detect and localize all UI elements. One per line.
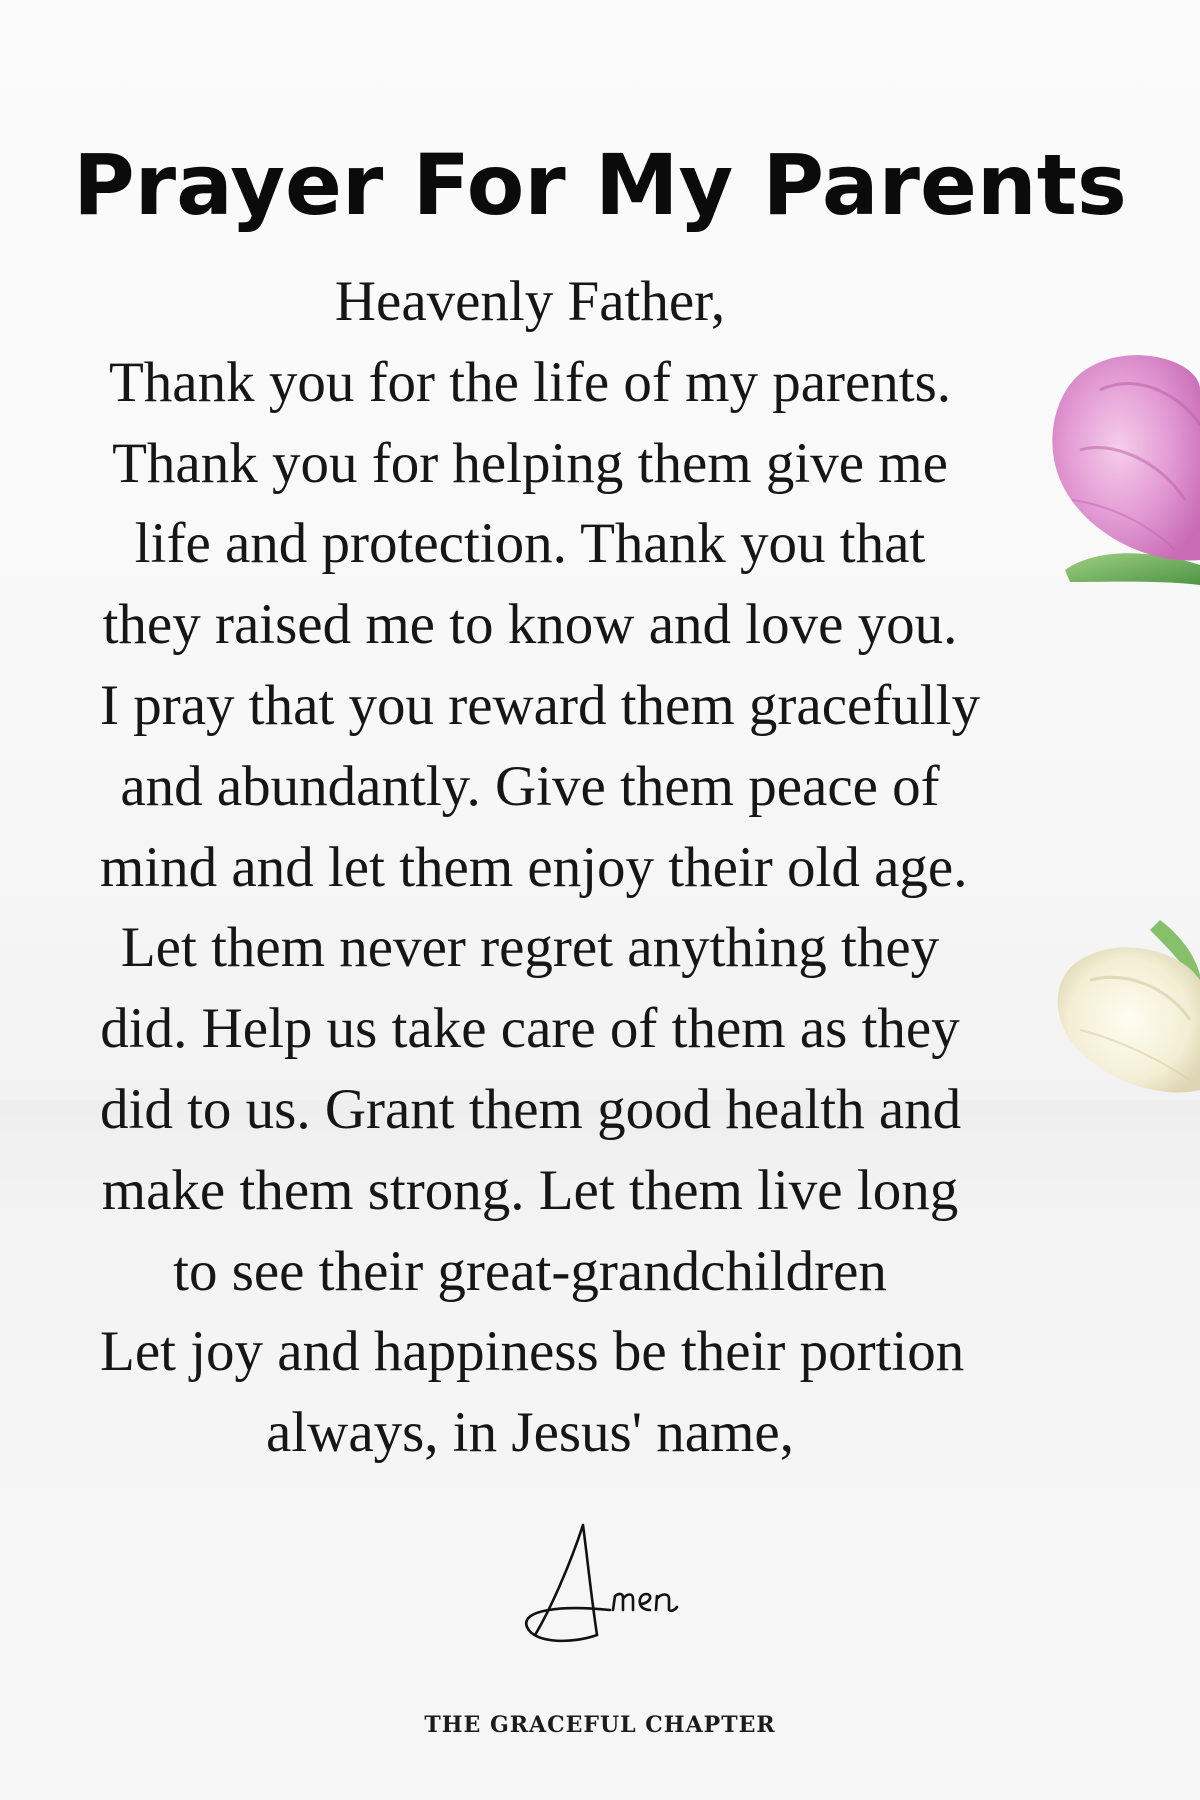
prayer-body — [100, 262, 980, 1474]
prayer-line: did. Help us take care of them as they — [100, 997, 960, 1061]
prayer-line: Let them never regret anything they — [120, 916, 940, 980]
prayer-line: Let joy and happiness be their portion — [100, 1320, 965, 1384]
brand-footer: THE GRACEFUL CHAPTER — [424, 1712, 776, 1738]
prayer-line: mind and let them enjoy their old age. — [100, 835, 968, 899]
prayer-line: to see their great-grandchildren — [173, 1239, 887, 1303]
amen-signature — [505, 1515, 725, 1655]
prayer-line: Thank you for the life of my parents. — [108, 350, 952, 414]
prayer-line: I pray that you reward them gracefully — [100, 673, 980, 737]
amen-script-image — [505, 1515, 725, 1655]
prayer-line: make them strong. Let them live long — [101, 1158, 959, 1222]
pink-tulip-image — [1010, 330, 1200, 630]
prayer-line: they raised me to know and love you. — [102, 593, 958, 657]
prayer-line: always, in Jesus' name, — [266, 1401, 794, 1465]
white-tulip-image — [1040, 920, 1200, 1100]
prayer-line: Heavenly Father, — [334, 270, 726, 333]
prayer-line: did to us. Grant them good health and — [100, 1077, 962, 1141]
prayer-line: and abundantly. Give them peace of — [120, 754, 940, 818]
prayer-line: Thank you for helping them give me — [112, 431, 948, 495]
page-title: Prayer For My Parents — [73, 136, 1127, 234]
prayer-line: life and protection. Thank you that — [134, 512, 926, 576]
